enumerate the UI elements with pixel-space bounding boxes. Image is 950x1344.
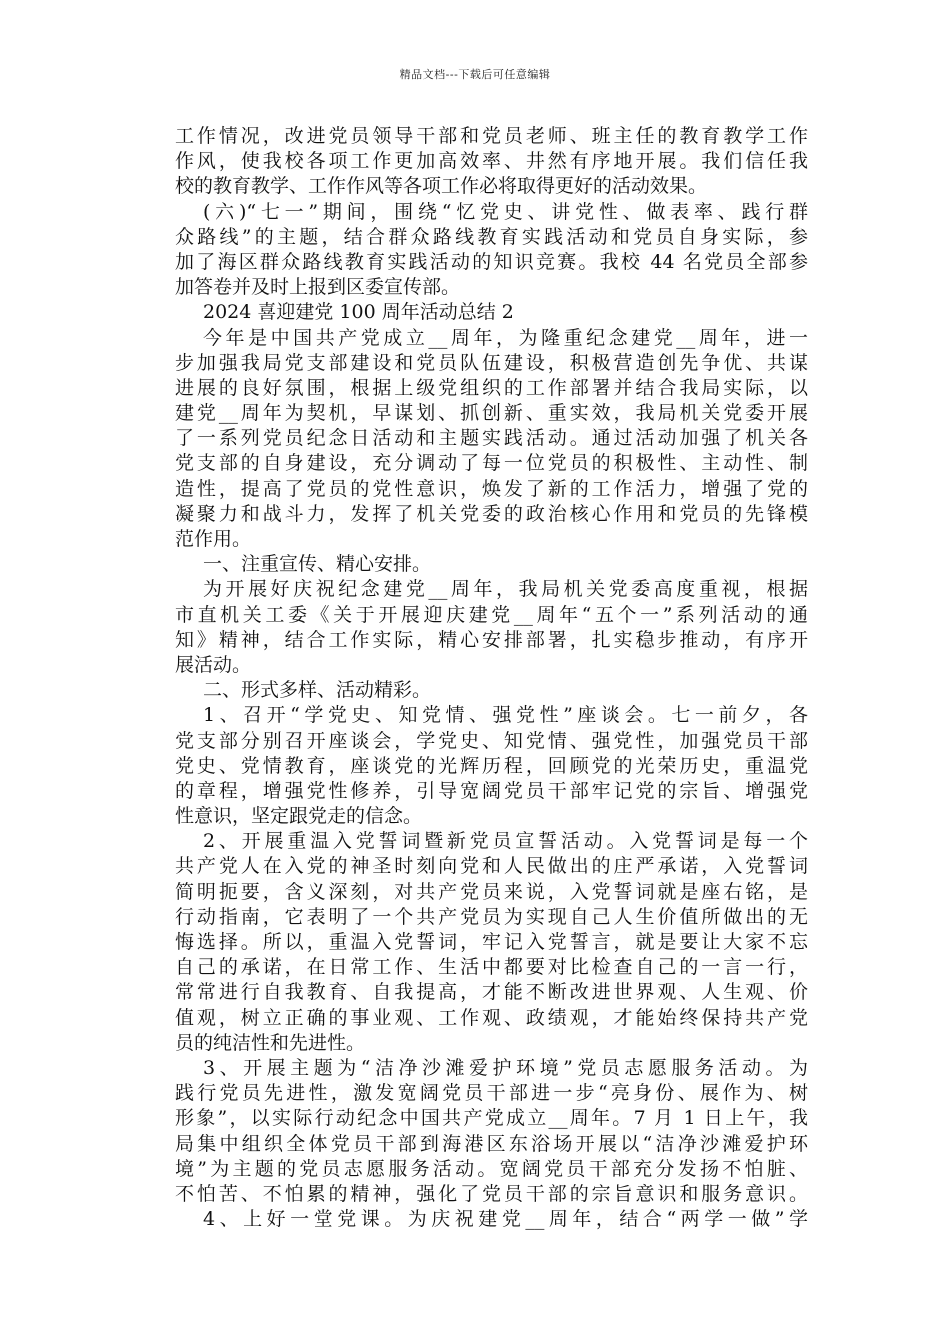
text-line: 展活动。 xyxy=(175,653,252,676)
page-header: 精品文档---下载后可任意编辑 xyxy=(399,68,551,81)
text-line: 党史、党情教育，座谈党的光辉历程，回顾党的光荣历史，重温党 xyxy=(175,754,808,777)
text-line: 步加强我局党支部建设和党员队伍建设，积极营造创先争优、共谋 xyxy=(175,351,808,374)
text-line: 行动指南，它表明了一个共产党员为实现自己人生价值所做出的无 xyxy=(175,905,808,928)
text-line: 范作用。 xyxy=(175,528,252,550)
text-line: (六)“七一”期间，围绕“忆党史、讲党性、做表率、践行群 xyxy=(203,200,808,223)
text-line: 员的纯洁性和先进性。 xyxy=(175,1031,366,1054)
text-line: 加答卷并及时上报到区委宣传部。 xyxy=(175,276,461,299)
text-line: 今年是中国共产党成立__周年，为隆重纪念建党__周年，进一 xyxy=(203,326,808,349)
text-line: 简明扼要，含义深刻，对共产党员来说，入党誓词就是座右铭，是 xyxy=(175,880,808,903)
text-line: 党支部分别召开座谈会，学党史、知党情、强党性，加强党员干部 xyxy=(175,729,808,752)
text-line: 的章程，增强党性修养，引导宽阔党员干部牢记党的宗旨、增强党 xyxy=(175,779,808,802)
text-line: 不怕苦、不怕累的精神，强化了党员干部的宗旨意识和服务意识。 xyxy=(175,1182,808,1205)
text-line: 2、开展重温入党誓词暨新党员宣誓活动。入党誓词是每一个 xyxy=(203,830,808,853)
text-line: 二、形式多样、活动精彩。 xyxy=(203,679,432,702)
text-line: 常常进行自我教育、自我提高，才能不断改进世界观、人生观、价 xyxy=(175,981,808,1004)
document-body xyxy=(175,124,808,1232)
text-line: 作风，使我校各项工作更加高效率、井然有序地开展。我们信任我 xyxy=(175,150,808,173)
text-line: 建党__周年为契机，早谋划、抓创新、重实效，我局机关党委开展 xyxy=(175,402,808,425)
text-line: 悔选择。所以，重温入党誓词，牢记入党誓言，就是要让大家不忘 xyxy=(175,931,808,953)
text-line: 进展的良好氛围，根据上级党组织的工作部署并结合我局实际，以 xyxy=(175,376,808,399)
text-line: 局集中组织全体党员干部到海港区东浴场开展以“洁净沙滩爱护环 xyxy=(175,1132,808,1155)
text-line: 市直机关工委《关于开展迎庆建党__周年“五个一”系列活动的通 xyxy=(175,603,808,626)
text-line: 知》精神，结合工作实际，精心安排部署，扎实稳步推动，有序开 xyxy=(175,628,808,651)
text-line: 性意识，坚定跟党走的信念。 xyxy=(175,805,423,828)
text-line: 境”为主题的党员志愿服务活动。宽阔党员干部充分发扬不怕脏、 xyxy=(175,1157,808,1180)
text-line: 加了海区群众路线教育实践活动的知识竞赛。我校 44 名党员全部参 xyxy=(175,250,808,273)
text-line: 造性，提高了党员的党性意识，焕发了新的工作活力，增强了党的 xyxy=(175,477,808,500)
text-line: 值观，树立正确的事业观、工作观、政绩观，才能始终保持共产党 xyxy=(175,1006,808,1029)
text-line: 形象”，以实际行动纪念中国共产党成立__周年。7 月 1 日上午，我 xyxy=(175,1107,808,1130)
text-line: 党支部的自身建设，充分调动了每一位党员的积极性、主动性、制 xyxy=(175,452,808,475)
text-line: 2024 喜迎建党 100 周年活动总结 2 xyxy=(203,301,514,324)
text-line: 了一系列党员纪念日活动和主题实践活动。通过活动加强了机关各 xyxy=(175,427,808,450)
text-line: 1、召开“学党史、知党情、强党性”座谈会。七一前夕，各 xyxy=(203,704,808,727)
text-line: 一、注重宣传、精心安排。 xyxy=(203,553,432,576)
text-line: 众路线”的主题，结合群众路线教育实践活动和党员自身实际，参 xyxy=(175,225,808,248)
text-line: 共产党人在入党的神圣时刻向党和人民做出的庄严承诺，入党誓词 xyxy=(175,855,808,878)
text-line: 为开展好庆祝纪念建党__周年，我局机关党委高度重视，根据 xyxy=(203,578,808,601)
text-line: 4、上好一堂党课。为庆祝建党__周年，结合“两学一做”学 xyxy=(203,1208,808,1231)
text-line: 践行党员先进性，激发宽阔党员干部进一步“亮身份、展作为、树 xyxy=(175,1082,808,1105)
text-line: 校的教育教学、工作作风等各项工作必将取得更好的活动效果。 xyxy=(175,175,708,198)
text-line: 3、开展主题为“洁净沙滩爱护环境”党员志愿服务活动。为 xyxy=(203,1056,808,1079)
text-line: 自己的承诺，在日常工作、生活中都要对比检查自己的一言一行， xyxy=(175,956,808,979)
text-line: 工作情况，改进党员领导干部和党员老师、班主任的教育教学工作 xyxy=(175,125,808,147)
text-line: 凝聚力和战斗力，发挥了机关党委的政治核心作用和党员的先锋模 xyxy=(175,502,808,525)
